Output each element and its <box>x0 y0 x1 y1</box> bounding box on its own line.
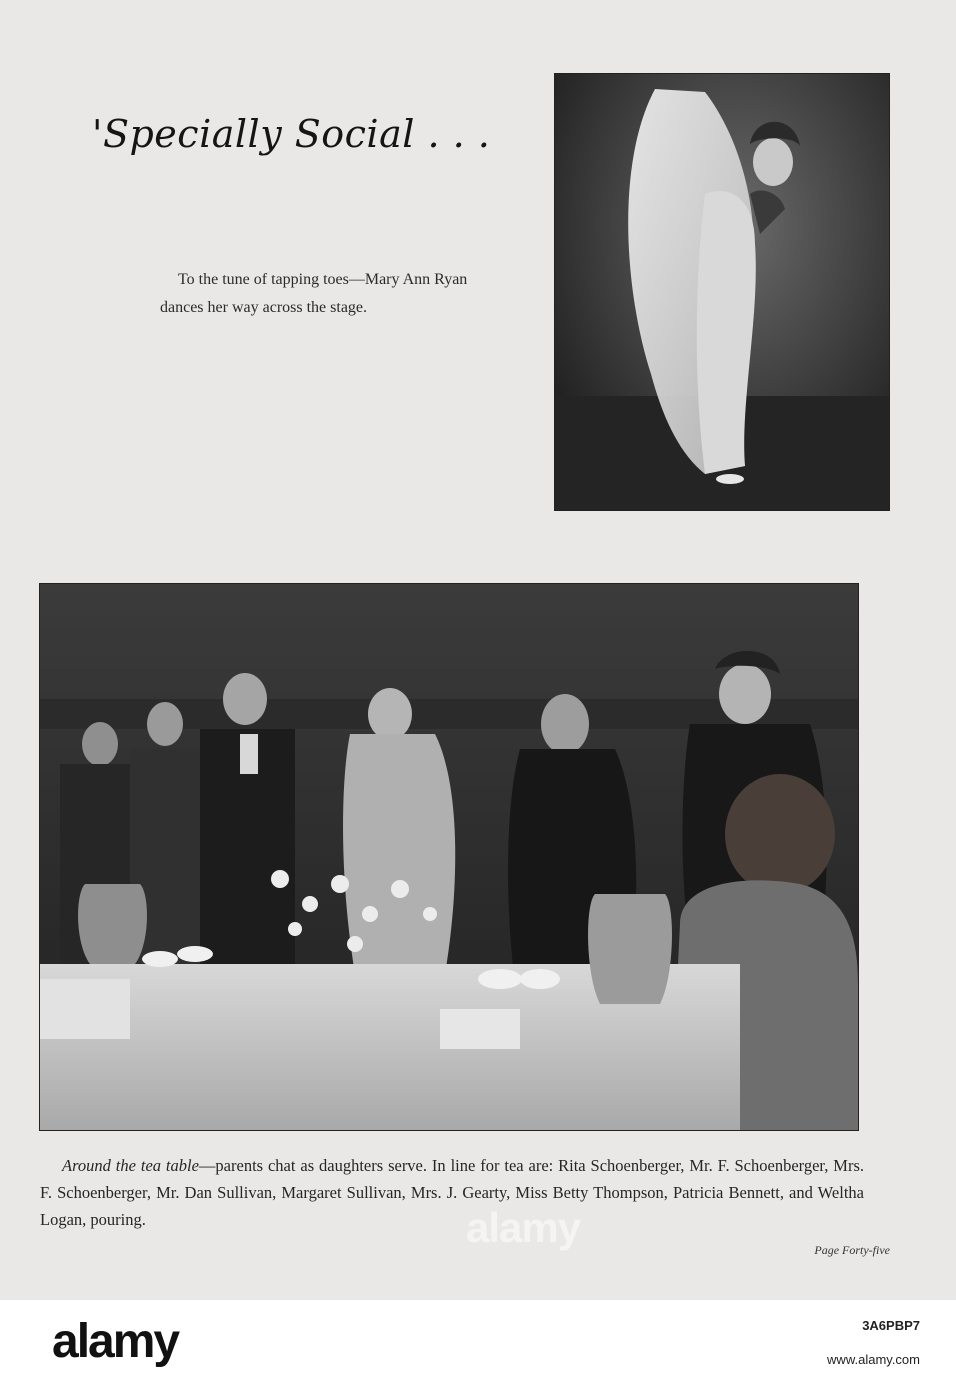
page-title: 'Specially Social . . . <box>92 112 491 156</box>
stock-footer <box>0 1300 956 1390</box>
dancer-photo <box>555 74 889 510</box>
dancer-caption: To the tune of tapping toes—Mary Ann Ryan dances her way across the stage. <box>160 271 468 316</box>
tea-table-caption <box>40 1152 864 1233</box>
page-number: Page Forty-five <box>814 1243 890 1257</box>
watermark-brand: alamy <box>466 1204 581 1251</box>
image-id: 3A6PBP7 <box>862 1318 920 1333</box>
stock-url: www.alamy.com <box>827 1352 920 1367</box>
alamy-logo: alamy <box>52 1315 179 1368</box>
caption-lead: Around the tea table <box>62 1156 199 1175</box>
caption-text: —parents chat as daughters serve. In line for tea are: Rita Schoenberger, Mr. F. Schoenberger, Mrs. F. Schoenberger, Mr. Dan Sullivan, Margaret Sullivan, Mrs. J. Gearty, Miss Betty Thompson, Patricia Bennett, and Weltha Logan, pouring. <box>40 1156 864 1229</box>
